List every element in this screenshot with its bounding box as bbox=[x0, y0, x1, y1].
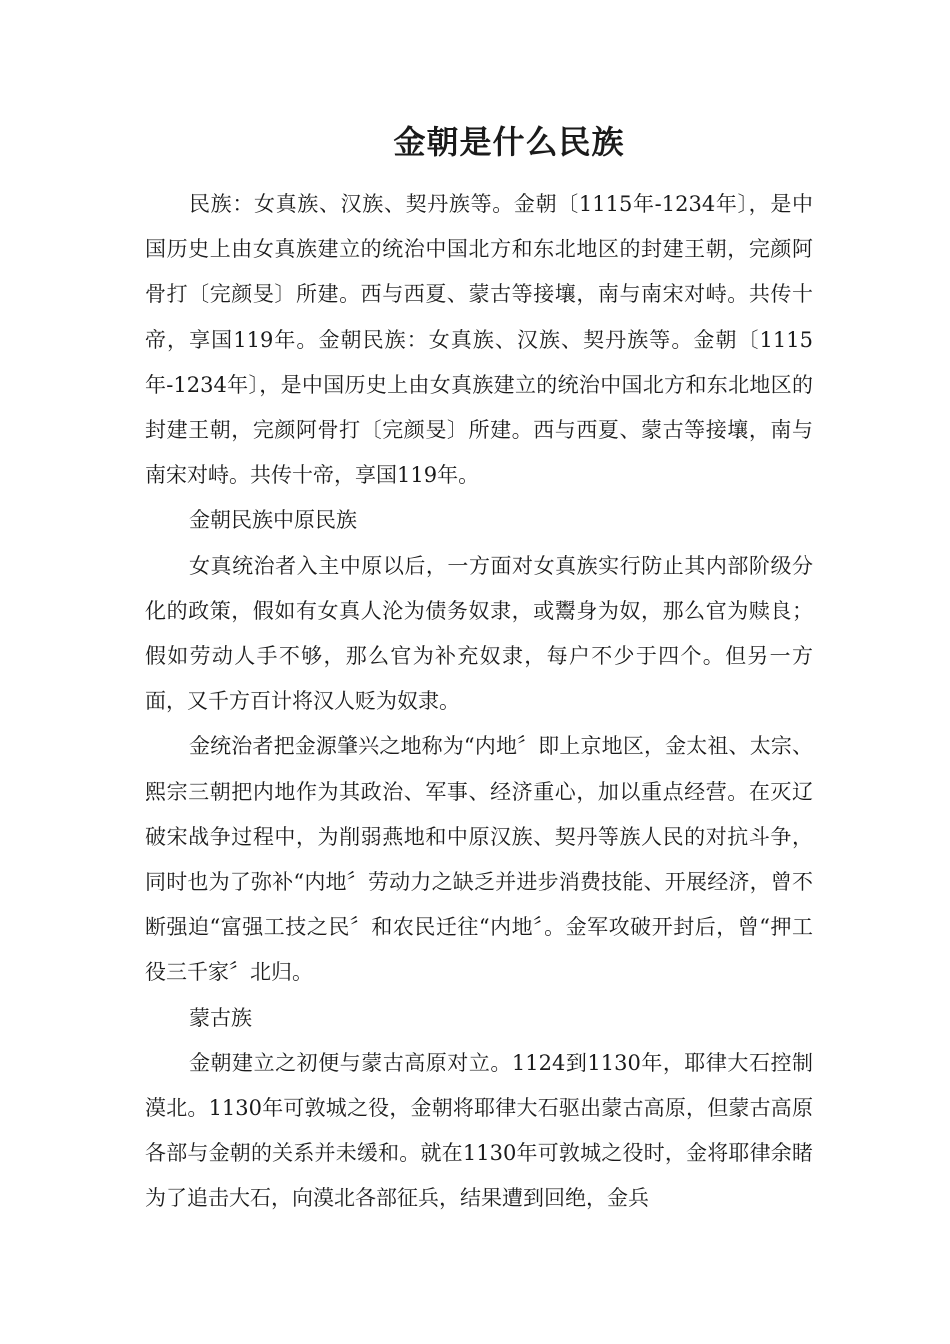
section-heading-mongols: 蒙古族 bbox=[189, 1005, 252, 1030]
paragraph-inner-land: 金统治者把金源肇兴之地称为“内地〞即上京地区，金太祖、太宗、熙宗三朝把内地作为其政治、军事、经济重心，加以重点经营。在灭辽破宋战争过程中，为削弱燕地和中原汉族、契丹等族人民的对抗斗争，同时也为了弥补“内地〞劳动力之缺乏并进步消费技能、开展经济，曾不断强迫“富强工技之民〞和农民迁往“内地〞。金军攻破开封后，曾“押工役三千家〞北归。 bbox=[145, 734, 813, 985]
paragraph-intro: 民族：女真族、汉族、契丹族等。金朝〔1115年-1234年〕，是中国历史上由女真族建立的统治中国北方和东北地区的封建王朝，完颜阿骨打〔完颜旻〕所建。西与西夏、蒙古等接壤，南与南宋对峙。共传十帝，享国119年。金朝民族：女真族、汉族、契丹族等。金朝〔1115年-1234年〕，是中国历史上由女真族建立的统治中国北方和东北地区的封建王朝，完颜阿骨打〔完颜旻〕所建。西与西夏、蒙古等接壤，南与南宋对峙。共传十帝，享国119年。 bbox=[145, 192, 813, 488]
section-heading-central-plains: 金朝民族中原民族 bbox=[189, 508, 357, 533]
document-title: 金朝是什么民族 bbox=[393, 123, 625, 161]
paragraph-jurchen-policy: 女真统治者入主中原以后，一方面对女真族实行防止其内部阶级分化的政策，假如有女真人沦为债务奴隶，或鬻身为奴，那么官为赎良；假如劳动人手不够，那么官为补充奴隶，每户不少于四个。但另一方面，又千方百计将汉人贬为奴隶。 bbox=[145, 553, 813, 714]
document-body bbox=[145, 182, 813, 1222]
paragraph-mongol-relations: 金朝建立之初便与蒙古高原对立。1124到1130年，耶律大石控制漠北。1130年可敦城之役，金朝将耶律大石驱出蒙古高原，但蒙古高原各部与金朝的关系并未缓和。就在1130年可敦城之役时，金将耶律余睹为了追击大石，向漠北各部征兵，结果遭到回绝，金兵 bbox=[145, 1050, 813, 1211]
